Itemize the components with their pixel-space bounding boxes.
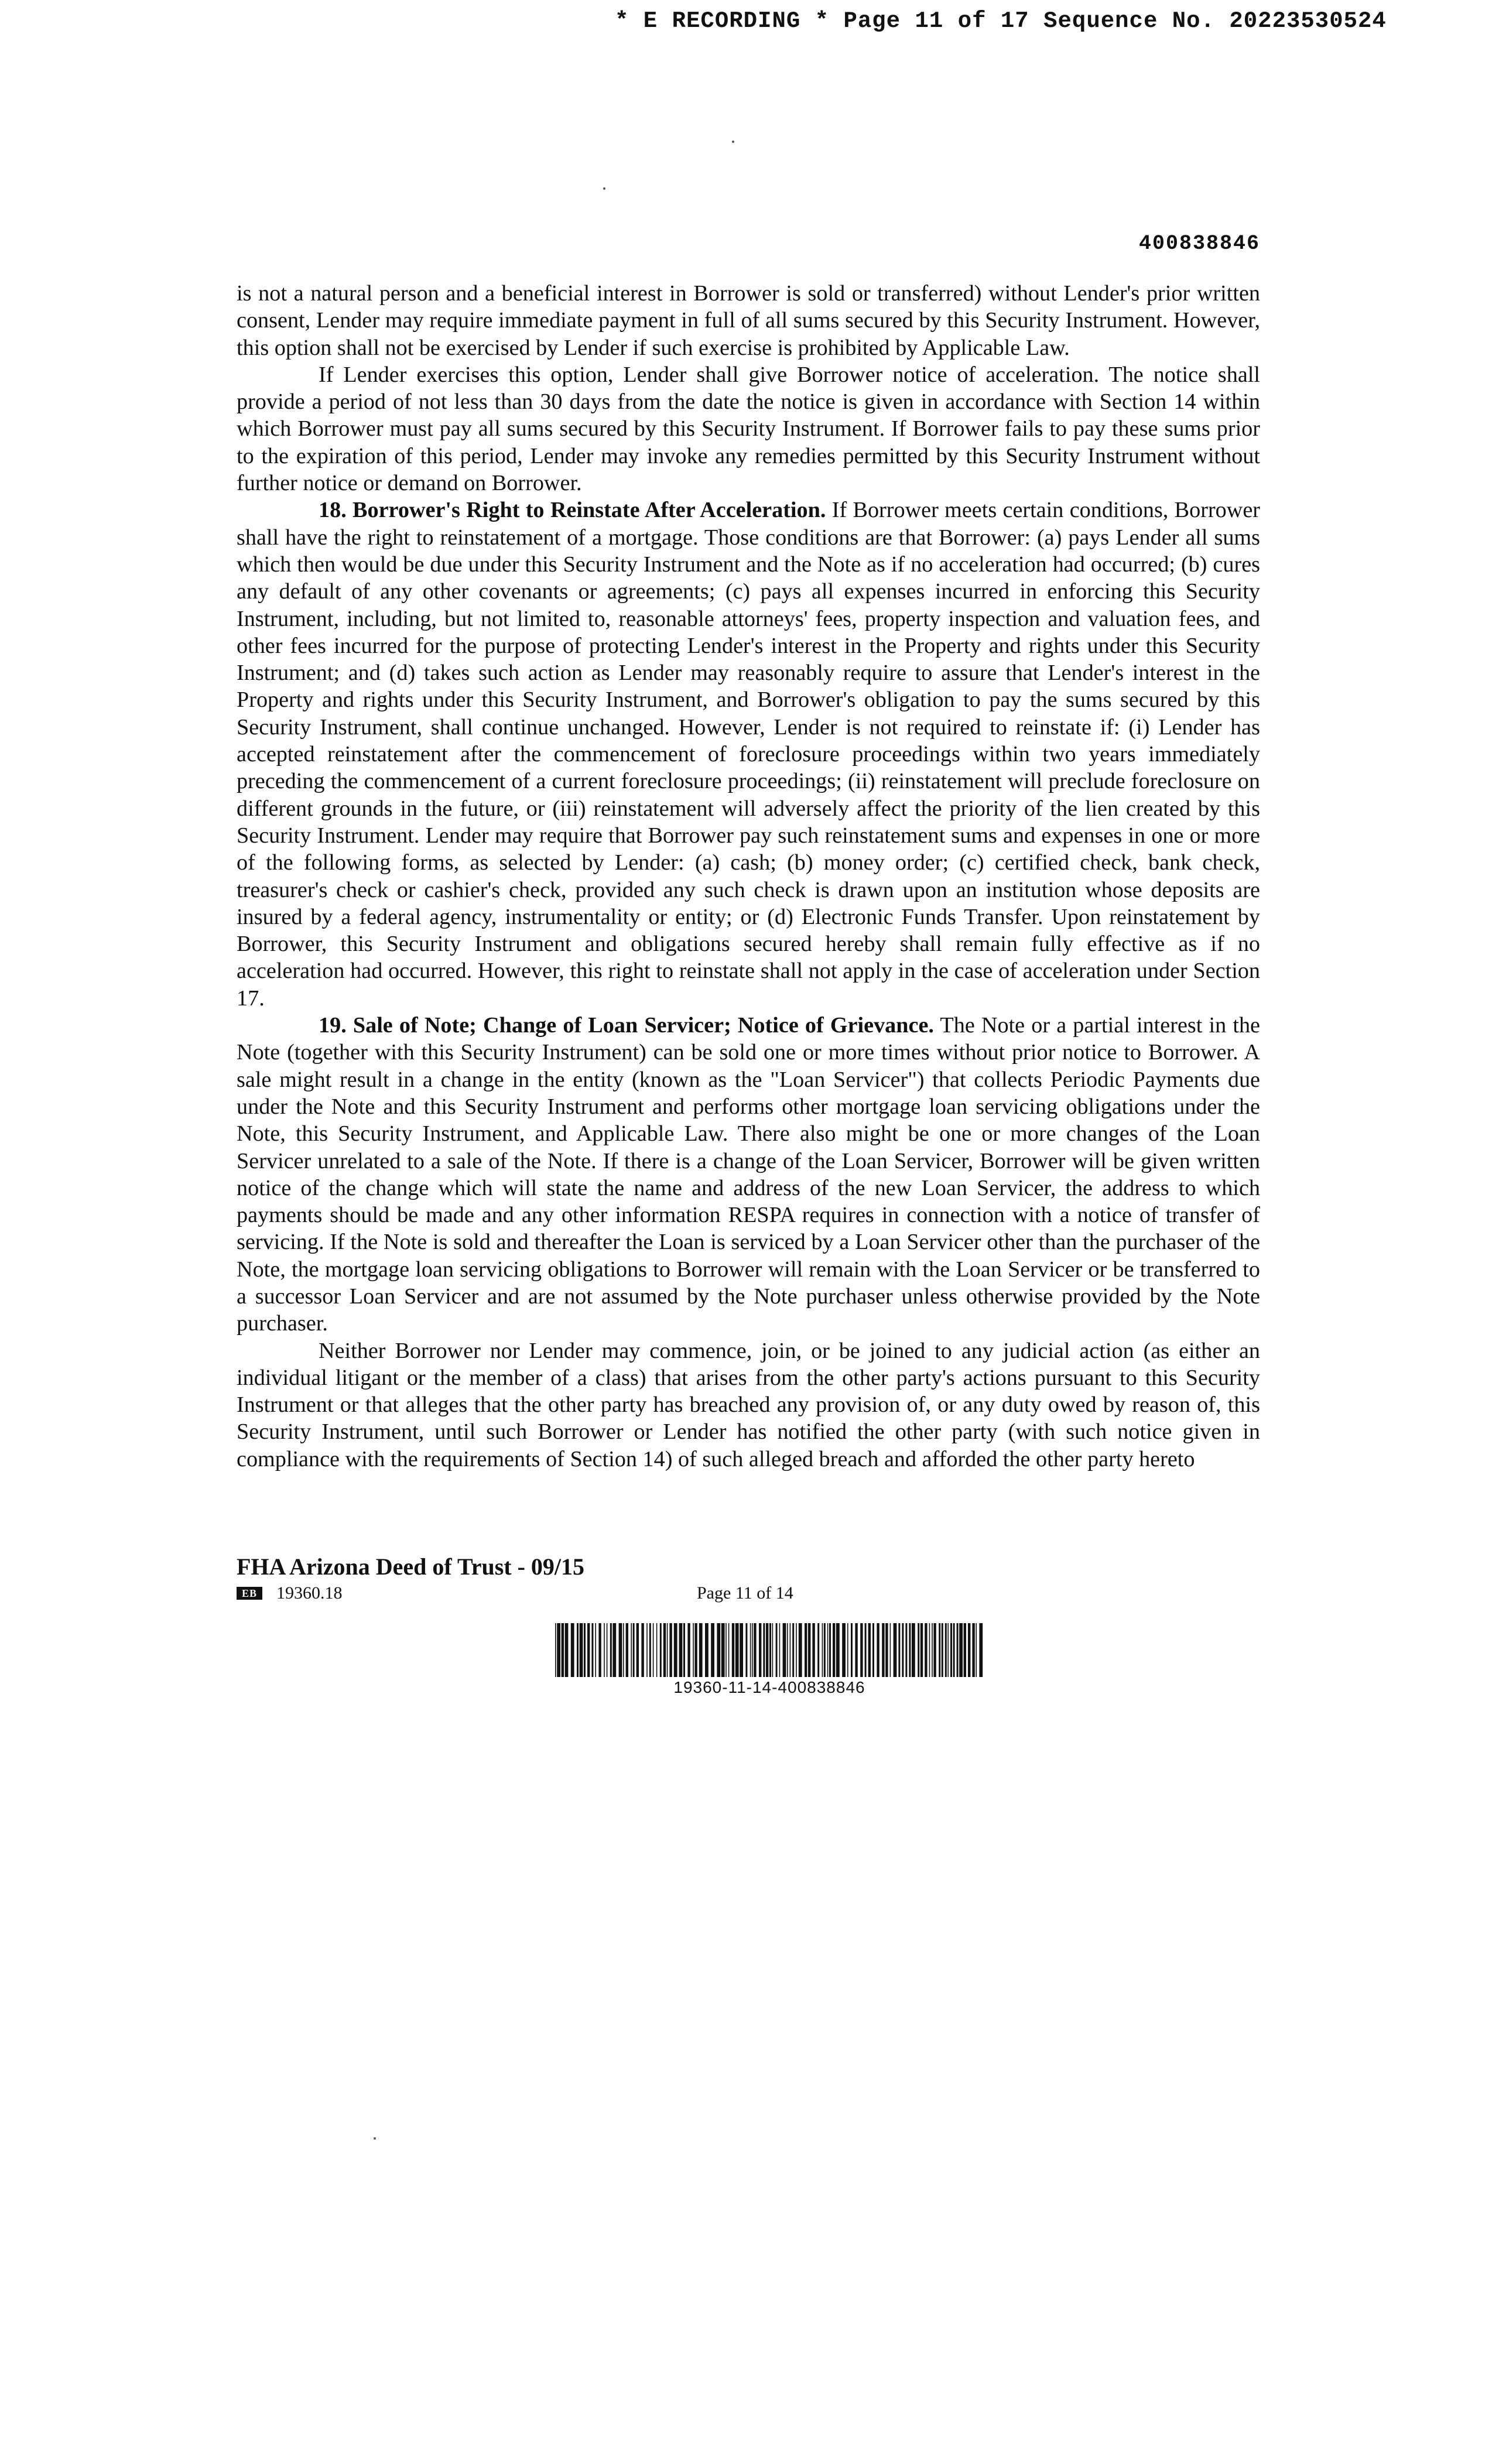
barcode-bar: [932, 1623, 933, 1677]
barcode-bar: [877, 1623, 879, 1677]
barcode-bar: [571, 1623, 574, 1677]
form-code-row: [237, 1583, 343, 1603]
barcode-bar: [929, 1623, 930, 1677]
barcode-bar: [805, 1623, 807, 1677]
barcode-bar: [740, 1623, 743, 1677]
barcode-bar: [631, 1623, 632, 1677]
barcode-bar: [636, 1623, 639, 1677]
document-body: [237, 280, 1260, 1473]
barcode-bar: [565, 1623, 569, 1677]
section-heading: 19. Sale of Note; Change of Loan Servicer; Notice of Grievance.: [319, 1013, 934, 1038]
section-heading: 18. Borrower's Right to Reinstate After Acceleration.: [319, 498, 826, 523]
barcode-bar: [772, 1623, 774, 1677]
barcode-bar: [959, 1623, 963, 1677]
barcode-bar: [595, 1623, 596, 1677]
barcode-bar: [905, 1623, 907, 1677]
paragraph: [237, 1337, 1260, 1473]
barcode-bar: [787, 1623, 788, 1677]
barcode-bar: [918, 1623, 919, 1677]
barcode-bar: [847, 1623, 848, 1677]
barcode-bar: [562, 1623, 564, 1677]
barcode-bar: [626, 1623, 628, 1677]
barcode-bar: [957, 1623, 959, 1677]
barcode-bar: [822, 1623, 823, 1677]
barcode-bar: [735, 1623, 739, 1677]
scan-speck: [732, 141, 734, 143]
barcode-bar: [882, 1623, 884, 1677]
barcode-bar: [766, 1623, 768, 1677]
barcode-bar: [750, 1623, 751, 1677]
barcode-bar: [902, 1623, 903, 1677]
barcode-bar: [945, 1623, 947, 1677]
scan-speck: [603, 187, 605, 190]
barcode-bar: [660, 1623, 662, 1677]
barcode-bar: [623, 1623, 624, 1677]
barcode-bar: [799, 1623, 802, 1677]
barcode-bar: [619, 1623, 622, 1677]
barcode-bar: [972, 1623, 974, 1677]
barcode-bar: [705, 1623, 709, 1677]
barcode-number: 19360-11-14-400838846: [673, 1678, 865, 1696]
barcode-bar: [656, 1623, 658, 1677]
paragraph-text: If Borrower meets certain conditions, Borrower shall have the right to reinstatement of a mortgage. Those conditions are that Borrower: (a) pays Lender all sums which then would be due under this Security Instrument and the Note as if no acceleration had occurred; (b) cures any default of any other covenants or agreements; (c) pays all expenses incurred in enforcing this Security Instrument, including, but not limited to, reasonable attorneys' fees, property inspection and valuation fees, and other fees incurred for the purpose of protecting Lender's interest in the Property and rights under this Security Instrument; and (d) takes such action as Lender may reasonably require to assure that Lender's interest in the Property and rights under this Security Instrument, and Borrower's obligation to pay the sums secured by this Security Instrument, shall continue unchanged. However, Lender is not required to reinstate if: (i) Lender has accepted reinstatement after the commencement of foreclosure proceedings within two years immediately preceding the commencement of a current foreclosure proceedings; (ii) reinstatement will preclude foreclosure on different grounds in the future, or (iii) reinstatement will adversely affect the priority of the lien created by this Security Instrument. Lender may require that Borrower pay such reinstatement sums and expenses in one or more of the following forms, as selected by Lender: (a) cash; (b) money order; (c) certified check, bank check, treasurer's check or cashier's check, provided any such check is drawn upon an institution whose deposits are insured by a federal agency, instrumentality or entity; or (d) Electronic Funds Transfer. Upon reinstatement by Borrower, this Security Instrument and obligations secured hereby shall remain fully effective as if no acceleration had occurred. However, this right to reinstate shall not apply in the case of acceleration under Section 17.: [237, 498, 1261, 1011]
barcode-bar: [890, 1623, 891, 1677]
barcode-bar: [779, 1623, 781, 1677]
barcode-bar: [646, 1623, 648, 1677]
paragraph: [237, 497, 1260, 1012]
barcode-bar: [732, 1623, 734, 1677]
recording-header: * E RECORDING * Page 11 of 17 Sequence No. 20223530524: [615, 8, 1387, 34]
barcode-bar: [790, 1623, 791, 1677]
barcode-bar: [939, 1623, 940, 1677]
barcode-bar: [557, 1623, 560, 1677]
loan-number: 400838846: [1138, 232, 1260, 255]
barcode-bar: [885, 1623, 888, 1677]
barcode-bar: [763, 1623, 765, 1677]
barcode-bar: [812, 1623, 814, 1677]
page-number: Page 11 of 14: [697, 1583, 793, 1603]
barcode-bar: [827, 1623, 829, 1677]
barcode-bar: [860, 1623, 863, 1677]
barcode-bar: [833, 1623, 835, 1677]
form-code: 19360.18: [276, 1583, 343, 1603]
barcode-bar: [898, 1623, 900, 1677]
barcode-bar: [745, 1623, 747, 1677]
paragraph: [237, 1012, 1260, 1337]
barcode-bar: [979, 1623, 983, 1677]
barcode-bar: [842, 1623, 846, 1677]
barcode-bar: [555, 1623, 556, 1677]
barcode-bar: [679, 1623, 683, 1677]
paragraph: [237, 280, 1260, 361]
barcode-bar: [687, 1623, 690, 1677]
barcode-bar: [829, 1623, 831, 1677]
barcode-bar: [976, 1623, 977, 1677]
barcode-bar: [649, 1623, 651, 1677]
barcode-bar: [717, 1623, 720, 1677]
barcode-bar: [912, 1623, 915, 1677]
barcode-bar: [694, 1623, 697, 1677]
barcode-bar: [872, 1623, 874, 1677]
barcode-bar: [894, 1623, 897, 1677]
barcode-bar: [808, 1623, 810, 1677]
paragraph-text: Neither Borrower nor Lender may commence, join, or be joined to any judicial action (as either an individual litigant or the member of a class) that arises from the other party's actions pursuant to this Security Instrument or that alleges that the other party has breached any provision of, or any duty owed by reason of, this Security Instrument, until such Borrower or Lender has notified the other party (with such notice given in compliance with the requirements of Section 14) of such alleged breach and afforded the other party hereto: [237, 1338, 1260, 1471]
paragraph-text: is not a natural person and a beneficial interest in Borrower is sold or transferred) without Lender's prior written consent, Lender may require immediate payment in full of all sums secured by this Security Instrument. However, this option shall not be exercised by Lender if such exercise is prohibited by Applicable Law.: [237, 281, 1260, 360]
barcode-bar: [667, 1623, 668, 1677]
paragraph: [237, 361, 1260, 497]
barcode-bar: [909, 1623, 911, 1677]
barcode-bar: [964, 1623, 966, 1677]
barcode-bar: [933, 1623, 936, 1677]
barcode-bar: [836, 1623, 840, 1677]
barcode-bar: [699, 1623, 703, 1677]
barcode-bar: [776, 1623, 778, 1677]
barcode-bar: [725, 1623, 727, 1677]
barcode-bar: [580, 1623, 583, 1677]
barcode-bar: [754, 1623, 756, 1677]
barcode-bar: [865, 1623, 867, 1677]
barcode-bar: [920, 1623, 923, 1677]
barcode-bar: [711, 1623, 714, 1677]
barcode-bar: [792, 1623, 794, 1677]
barcode-bar: [855, 1623, 857, 1677]
barcode-bar: [683, 1623, 685, 1677]
barcode-bar: [610, 1623, 612, 1677]
barcode-bar: [817, 1623, 819, 1677]
barcode-bar: [925, 1623, 927, 1677]
barcode-bar: [868, 1623, 871, 1677]
barcode-bar: [577, 1623, 579, 1677]
barcode-bar: [653, 1623, 654, 1677]
form-logo: EB: [237, 1587, 262, 1600]
barcode-bar: [824, 1623, 826, 1677]
barcode-bar: [641, 1623, 644, 1677]
paragraph-text: The Note or a partial interest in the Note (together with this Security Instrument) can be sold one or more times without prior notice to Borrower. A sale might result in a change in the entity (known as the "Loan Servicer") that collects Periodic Payments due under the Note and this Security Instrument and performs other mortgage loan servicing obligations under the Note, this Security Instrument, and Applicable Law. There also might be one or more changes of the Loan Servicer unrelated to a sale of the Note. If there is a change of the Loan Servicer, Borrower will be given written notice of the change which will state the name and address of the new Loan Servicer, the address to which payments should be made and any other information RESPA requires in connection with a notice of transfer of servicing. If the Note is sold and thereafter the Loan is serviced by a Loan Servicer other than the purchaser of the Note, the mortgage loan servicing obligations to Borrower will remain with the Loan Servicer or be transferred to a successor Loan Servicer and are not assumed by the Note purchaser unless otherwise provided by the Note purchaser.: [237, 1013, 1261, 1336]
barcode-bar: [607, 1623, 608, 1677]
barcode: [553, 1623, 986, 1677]
barcode-bar: [947, 1623, 949, 1677]
barcode-bar: [769, 1623, 771, 1677]
barcode-bar: [584, 1623, 586, 1677]
barcode-bar: [669, 1623, 672, 1677]
barcode-bar: [663, 1623, 666, 1677]
barcode-bar: [721, 1623, 725, 1677]
barcode-bar: [953, 1623, 955, 1677]
barcode-bar: [796, 1623, 797, 1677]
barcode-bar: [633, 1623, 635, 1677]
barcode-bar: [612, 1623, 616, 1677]
barcode-bar: [598, 1623, 601, 1677]
barcode-bar: [604, 1623, 605, 1677]
barcode-bar: [674, 1623, 677, 1677]
barcode-bar: [942, 1623, 943, 1677]
barcode-bar: [752, 1623, 753, 1677]
barcode-bar: [968, 1623, 970, 1677]
barcode-bar: [851, 1623, 853, 1677]
scan-speck: [374, 2137, 376, 2140]
paragraph-text: If Lender exercises this option, Lender shall give Borrower notice of acceleration. The notice shall provide a period of not less than 30 days from the date the notice is given in accordance with Section 14 within which Borrower must pay all sums secured by this Security Instrument. If Borrower fails to pay these sums prior to the expiration of this period, Lender may invoke any remedies permitted by this Security Instrument without further notice or demand on Borrower.: [237, 362, 1260, 496]
barcode-bar: [728, 1623, 730, 1677]
barcode-bar: [783, 1623, 786, 1677]
form-title: FHA Arizona Deed of Trust - 09/15: [237, 1553, 585, 1580]
barcode-bar: [693, 1623, 694, 1677]
barcode-bar: [950, 1623, 952, 1677]
barcode-bar: [759, 1623, 761, 1677]
barcode-bar: [587, 1623, 590, 1677]
barcode-bar: [591, 1623, 593, 1677]
